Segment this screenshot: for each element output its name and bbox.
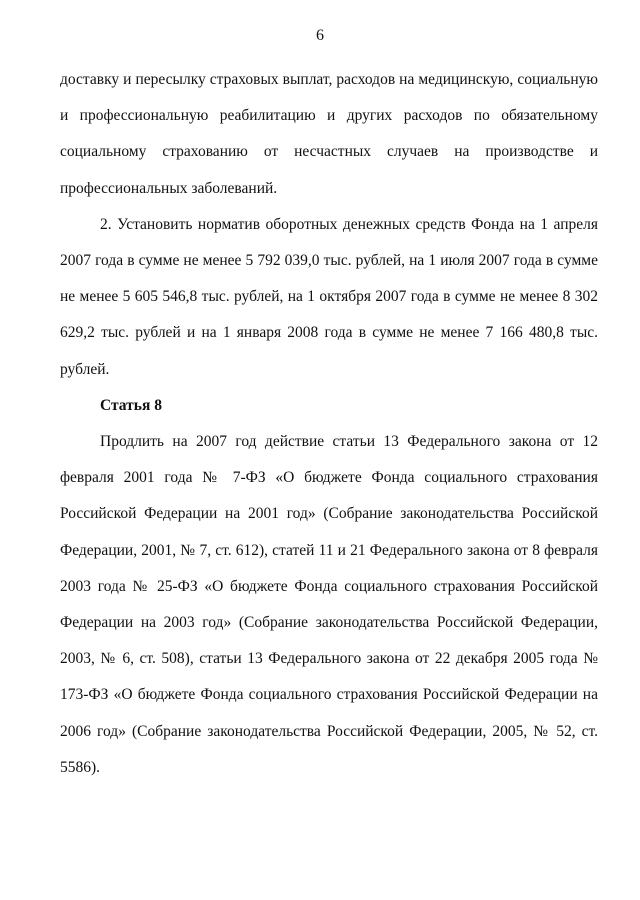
- document-body: [60, 62, 598, 786]
- article-heading: Статья 8: [100, 396, 162, 414]
- paragraph-item-2: 2. Установить норматив оборотных денежных средств Фонда на 1 апреля 2007 года в сумме не менее 5 792 039,0 тыс. рублей, на 1 июля 2007 года в сумме не менее 5 605 546,8 тыс. рублей, на 1 октября 2007 года в сумме не менее 8 302 629,2 тыс. рублей и на 1 января 2008 года в сумме не менее 7 166 480,8 тыс. рублей.: [60, 215, 598, 378]
- paragraph-continuation: доставку и пересылку страховых выплат, расходов на медицинскую, социальную и профессиональную реабилитацию и других расходов по обязательному социальному страхованию от несчастных случаев на производстве и профессиональных заболеваний.: [60, 71, 598, 197]
- page-number: 6: [316, 27, 324, 44]
- paragraph-article-8: Продлить на 2007 год действие статьи 13 Федерального закона от 12 февраля 2001 года № 7-ФЗ «О бюджете Фонда социального страхования Российской Федерации на 2001 год» (Собрание законодательства Российской Федерации, 2001, № 7, ст. 612), статей 11 и 21 Федерального закона от 8 февраля 2003 года № 25-ФЗ «О бюджете Фонда социального страхования Российской Федерации на 2003 год» (Собрание законодательства Российской Федерации, 2003, № 6, ст. 508), статьи 13 Федерального закона от 22 декабря 2005 года № 173-ФЗ «О бюджете Фонда социального страхования Российской Федерации на 2006 год» (Собрание законодательства Российской Федерации, 2005, № 52, ст. 5586).: [60, 433, 598, 776]
